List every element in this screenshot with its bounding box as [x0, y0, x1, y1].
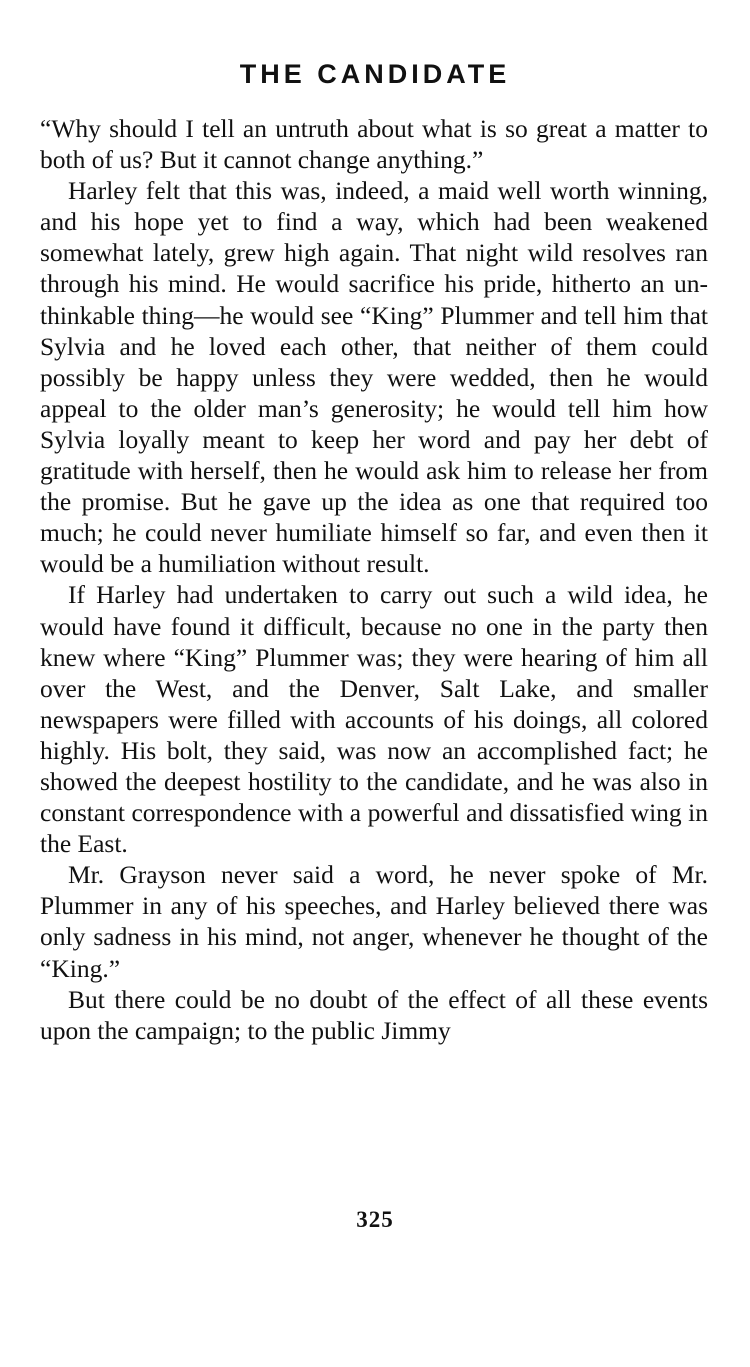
running-head: THE CANDIDATE — [239, 59, 511, 89]
paragraph: Harley felt that this was, indeed, a maid well worth winning, and his hope yet to find a way, which had been weakened somewhat lately, grew high again. That night wild resolves ran through his mind. He would sacrifice his pride, hitherto an unthinkable thing—he would see “King” Plummer and tell him that Sylvia and he loved each other, that neither of them could possibly be happy unless they were wedded, then he would appeal to the older man’s generosity; he would tell him how Sylvia loyally meant to keep her word and pay her debt of gratitude with herself, then he would ask him to release her from the promise. But he gave up the idea as one that required too much; he could never humiliate himself so far, and even then it would be a humiliation without result. — [40, 176, 708, 579]
body-text — [40, 113, 708, 1046]
page-number: 325 — [356, 1207, 394, 1232]
paragraph: If Harley had undertaken to carry out such a wild idea, he would have found it difficult, because no one in the party then knew where “King” Plummer was; they were hearing of him all over the West, and the Denver, Salt Lake, and smaller newspapers were filled with accounts of his doings, all colored highly. His bolt, they said, was now an accomplished fact; he showed the deepest hostility to the candidate, and he was also in constant correspondence with a powerful and dissatisfied wing in the East. — [40, 580, 708, 859]
paragraph: “Why should I tell an untruth about what is so great a matter to both of us? But it cannot change anything.” — [40, 114, 708, 175]
paragraph: But there could be no doubt of the effect of all these events upon the campaign; to the public Jimmy — [40, 984, 708, 1045]
paragraph: Mr. Grayson never said a word, he never spoke of Mr. Plummer in any of his speeches, and Harley believed there was only sadness in his mind, not anger, whenever he thought of the “King.” — [40, 860, 708, 983]
